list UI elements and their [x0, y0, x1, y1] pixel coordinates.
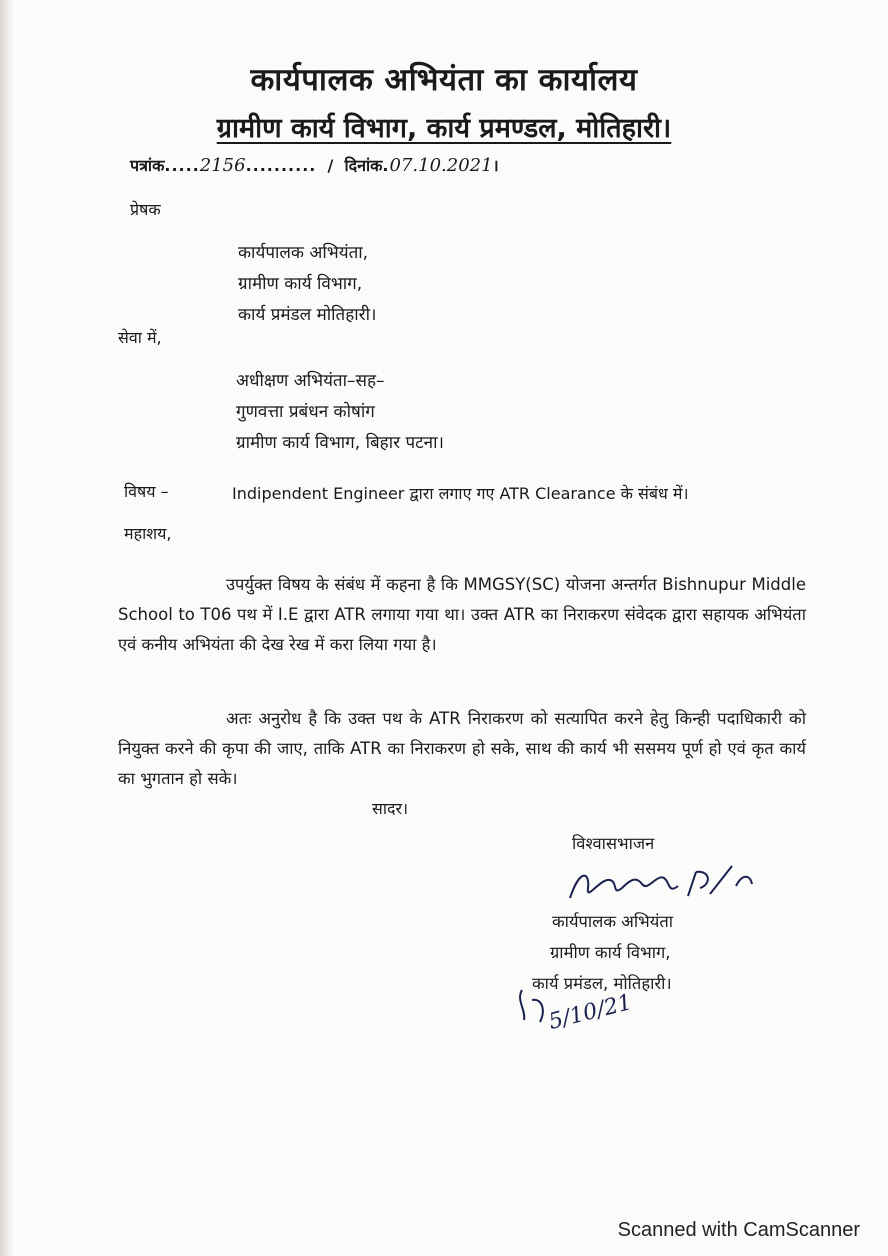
- recipient-line: गुणवत्ता प्रबंधन कोषांग: [236, 402, 375, 422]
- sender-address: [238, 238, 376, 331]
- sender-line: कार्यपालक अभियंता,: [238, 243, 369, 263]
- salutation: महाशय,: [124, 524, 172, 543]
- scan-edge-shadow: [0, 0, 14, 1256]
- signature-line: कार्यपालक अभियंता: [552, 912, 673, 931]
- sender-label: प्रेषक: [130, 200, 161, 219]
- patrank-value: 2156: [199, 155, 246, 176]
- signature-line: कार्य प्रमंडल, मोतिहारी।: [532, 974, 672, 993]
- body-paragraph-2: अतः अनुरोध है कि उक्त पथ के ATR निराकरण को सत्यापित करने हेतु किन्ही पदाधिकारी को नियुक्त करने की कृपा की जाए, ताकि ATR का निराकरण हो सके, साथ की कार्य भी ससमय पूर्ण हो एवं कृत कार्य का भुगतान हो सके।: [118, 709, 806, 788]
- body-paragraph-1: उपर्युक्त विषय के संबंध में कहना है कि MMGSY(SC) योजना अन्तर्गत Bishnupur Middle School to T06 पथ में I.E द्वारा ATR लगाया गया था। उक्त ATR का निराकरण संवेदक द्वारा सहायक अभियंता एवं कनीय अभियंता की देख रेख में करा लिया गया है।: [118, 575, 806, 654]
- closing: सादर।: [372, 799, 409, 818]
- recipient-line: ग्रामीण कार्य विभाग, बिहार पटना।: [236, 433, 444, 453]
- recipient-label: सेवा में,: [118, 328, 162, 347]
- sender-line: ग्रामीण कार्य विभाग,: [238, 274, 363, 294]
- subject-text: Indipendent Engineer द्वारा लगाए गए ATR Clearance के संबंध में।: [232, 484, 689, 503]
- subject-label: विषय –: [124, 482, 169, 501]
- recipient-address: [236, 366, 444, 459]
- reference-line: पत्रांक.....2156.......... / दिनांक.07.10.2021।: [130, 155, 499, 176]
- dinank-label: दिनांक: [344, 156, 383, 175]
- signed-date: 5/10/21: [546, 990, 635, 1035]
- camscanner-watermark: Scanned with CamScanner: [617, 1219, 860, 1241]
- signature-line: ग्रामीण कार्य विभाग,: [550, 943, 671, 962]
- yours-faithfully: विश्वासभाजन: [572, 834, 655, 853]
- patrank-label: पत्रांक: [130, 156, 165, 175]
- sender-line: कार्य प्रमंडल मोतिहारी।: [238, 305, 377, 325]
- letterhead-subtitle: ग्रामीण कार्य विभाग, कार्य प्रमण्डल, मोतिहारी।: [216, 113, 672, 144]
- letterhead-title: कार्यपालक अभियंता का कार्यालय: [250, 62, 638, 98]
- dinank-value: 07.10.2021: [389, 155, 493, 176]
- recipient-line: अधीक्षण अभियंता–सह–: [236, 371, 385, 391]
